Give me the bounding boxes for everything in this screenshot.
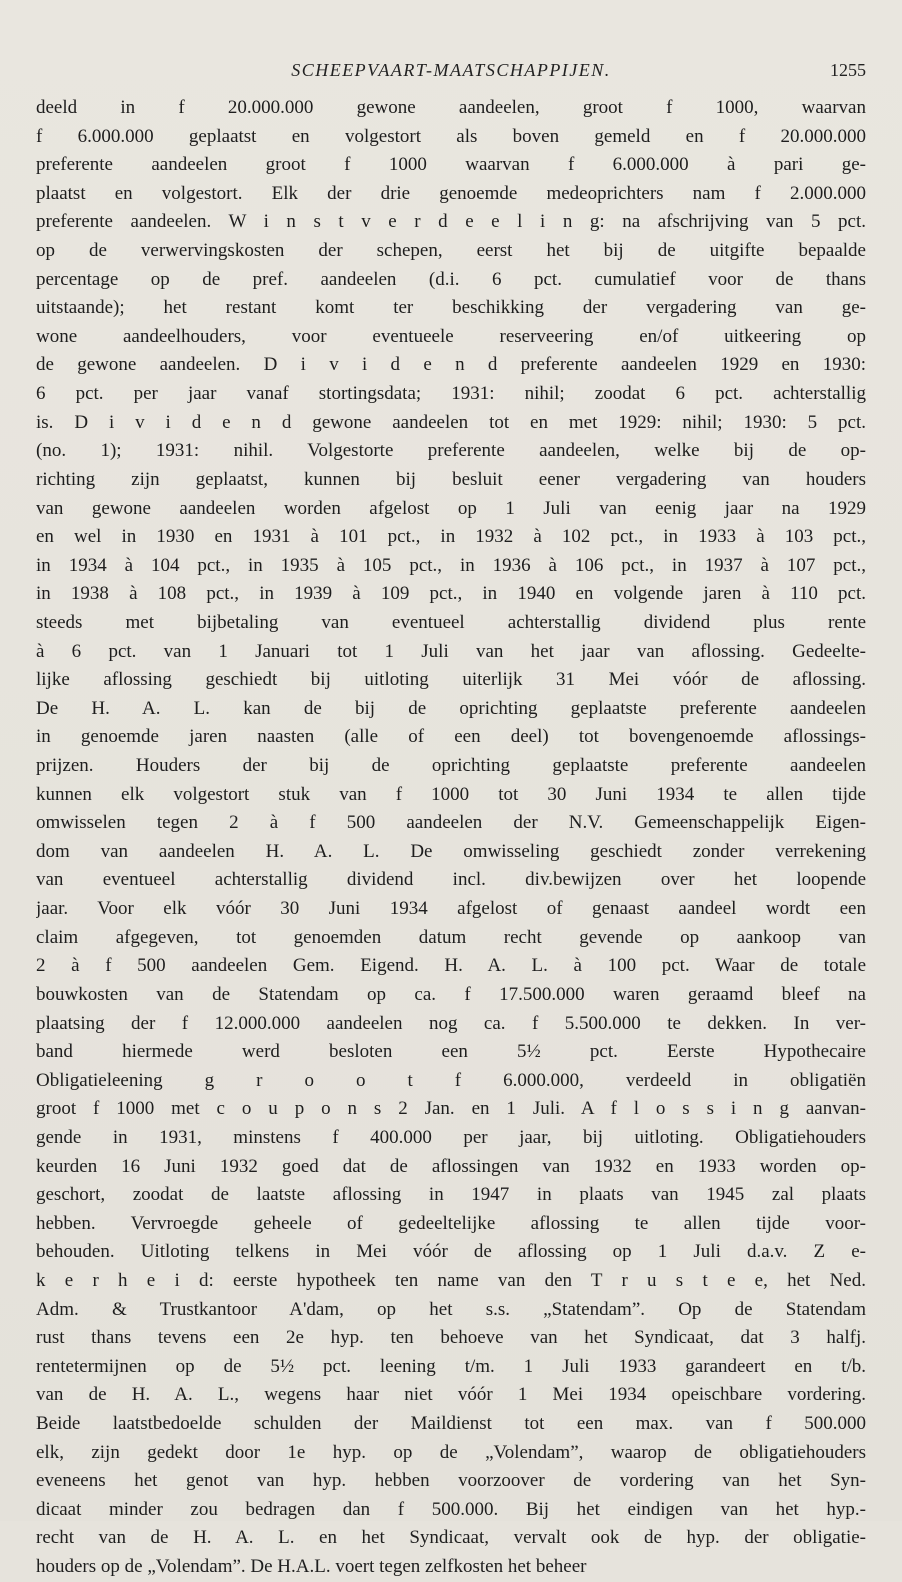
text-line: plaatsing der f 12.000.000 aandeelen nog ca. f 5.500.000 te dekken. In ver- [36,1012,866,1034]
text-line: behouden. Uitloting telkens in Mei vóór de aflossing op 1 Juli d.a.v. Z e- [36,1241,866,1263]
text-line: in 1934 à 104 pct., in 1935 à 105 pct., in 1936 à 106 pct., in 1937 à 107 pct., [36,554,866,576]
text-line: recht van de H. A. L. en het Syndicaat, vervalt ook de hyp. der obligatie- [36,1527,866,1549]
text-line: plaatst en volgestort. Elk der drie genoemde medeoprichters nam f 2.000.000 [36,182,866,204]
text-line: elk, zijn gedekt door 1e hyp. op de „Volendam”, waarop de obligatiehouders [36,1441,866,1463]
text-line: richting zijn geplaatst, kunnen bij besluit eener vergadering van houders [36,468,866,490]
text-line: in genoemde jaren naasten (alle of een deel) tot bovengenoemde aflossings- [36,726,866,748]
text-line: preferente aandeelen. W i n s t v e r d e e l i n g: na afschrijving van 5 pct. [36,211,866,233]
text-line: hebben. Vervroegde geheele of gedeeltelijke aflossing te allen tijde voor- [36,1212,866,1234]
text-line: uitstaande); het restant komt ter beschikking der vergadering van ge- [36,297,866,319]
text-line: van gewone aandeelen worden afgelost op 1 Juli van eenig jaar na 1929 [36,497,866,519]
text-line: f 6.000.000 geplaatst en volgestort als boven gemeld en f 20.000.000 [36,125,866,147]
text-line: groot f 1000 met c o u p o n s 2 Jan. en 1 Juli. A f l o s s i n g aanvan- [36,1098,866,1120]
text-line: prijzen. Houders der bij de oprichting geplaatste preferente aandeelen [36,755,866,777]
text-line: lijke aflossing geschiedt bij uitloting uiterlijk 31 Mei vóór de aflossing. [36,669,866,691]
text-line: preferente aandeelen groot f 1000 waarvan f 6.000.000 à pari ge- [36,154,866,176]
text-line: rust thans tevens een 2e hyp. ten behoeve van het Syndicaat, dat 3 halfj. [36,1327,866,1349]
text-line: deeld in f 20.000.000 gewone aandeelen, groot f 1000, waarvan [36,97,866,118]
text-line: bouwkosten van de Statendam op ca. f 17.500.000 waren geraamd bleef na [36,983,866,1005]
text-line: 2 à f 500 aandeelen Gem. Eigend. H. A. L. à 100 pct. Waar de totale [36,955,866,977]
text-line: jaar. Voor elk vóór 30 Juni 1934 afgelost of genaast aandeel wordt een [36,898,866,920]
body-text [36,94,866,1582]
text-line: wone aandeelhouders, voor eventueele reserveering en/of uitkeering op [36,325,866,347]
text-line: van de H. A. L., wegens haar niet vóór 1 Mei 1934 opeischbare vordering. [36,1384,866,1406]
text-line: percentage op de pref. aandeelen (d.i. 6 pct. cumulatief voor de thans [36,268,866,290]
text-line: à 6 pct. van 1 Januari tot 1 Juli van het jaar van aflossing. Gedeelte- [36,640,866,662]
running-head [36,60,866,86]
text-line: op de verwervingskosten der schepen, eerst het bij de uitgifte bepaalde [36,240,866,262]
text-line: rentetermijnen op de 5½ pct. leening t/m. 1 Juli 1933 garandeert en t/b. [36,1355,866,1377]
text-line: gende in 1931, minstens f 400.000 per jaar, bij uitloting. Obligatiehouders [36,1126,866,1148]
text-line: dicaat minder zou bedragen dan f 500.000. Bij het eindigen van het hyp.- [36,1498,866,1520]
text-line: kunnen elk volgestort stuk van f 1000 tot 30 Juni 1934 te allen tijde [36,783,866,805]
text-line: de gewone aandeelen. D i v i d e n d preferente aandeelen 1929 en 1930: [36,354,866,376]
text-line: in 1938 à 108 pct., in 1939 à 109 pct., in 1940 en volgende jaren à 110 pct. [36,583,866,605]
text-line: geschort, zoodat de laatste aflossing in 1947 in plaats van 1945 zal plaats [36,1184,866,1206]
text-line: van eventueel achterstallig dividend incl. div.bewijzen over het loopende [36,869,866,891]
text-line: is. D i v i d e n d gewone aandeelen tot en met 1929: nihil; 1930: 5 pct. [36,411,866,433]
text-line: keurden 16 Juni 1932 goed dat de aflossingen van 1932 en 1933 worden op- [36,1155,866,1177]
text-line: omwisselen tegen 2 à f 500 aandeelen der N.V. Gemeenschappelijk Eigen- [36,812,866,834]
text-line: houders op de „Volendam”. De H.A.L. voert tegen zelfkosten het beheer [36,1556,587,1578]
text-line: (no. 1); 1931: nihil. Volgestorte preferente aandeelen, welke bij de op- [36,440,866,462]
text-line: 6 pct. per jaar vanaf stortingsdata; 1931: nihil; zoodat 6 pct. achterstallig [36,383,866,405]
text-line: De H. A. L. kan de bij de oprichting geplaatste preferente aandeelen [36,697,866,719]
text-line: Obligatieleening g r o o t f 6.000.000, verdeeld in obligatiën [36,1069,866,1091]
text-line: en wel in 1930 en 1931 à 101 pct., in 1932 à 102 pct., in 1933 à 103 pct., [36,526,866,548]
text-line: Adm. & Trustkantoor A'dam, op het s.s. „Statendam”. Op de Statendam [36,1298,866,1320]
text-line: band hiermede werd besloten een 5½ pct. Eerste Hypothecaire [36,1041,866,1063]
text-line: k e r h e i d: eerste hypotheek ten name van den T r u s t e e, het Ned. [36,1269,866,1291]
running-title: SCHEEPVAART-MAATSCHAPPIJEN. [291,60,611,80]
text-line: eveneens het genot van hyp. hebben voorzoover de vordering van het Syn- [36,1470,866,1492]
page-number: 1255 [830,60,866,80]
text-line: steeds met bijbetaling van eventueel achterstallig dividend plus rente [36,611,866,633]
text-line: dom van aandeelen H. A. L. De omwisseling geschiedt zonder verrekening [36,840,866,862]
text-line: claim afgegeven, tot genoemden datum recht gevende op aankoop van [36,926,866,948]
text-line: Beide laatstbedoelde schulden der Maildienst tot een max. van f 500.000 [36,1413,866,1435]
